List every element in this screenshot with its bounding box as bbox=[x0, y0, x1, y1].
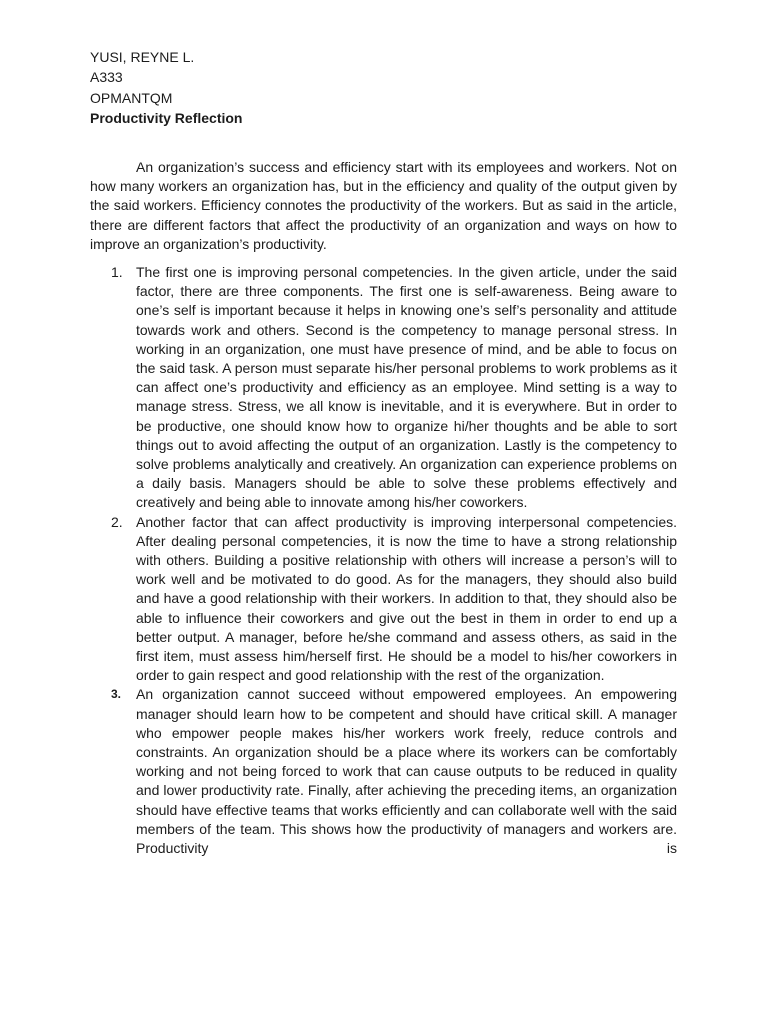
list-item bbox=[111, 263, 677, 513]
list-item-number: 3. bbox=[111, 687, 122, 702]
list-item-text: Another factor that can affect productivity is improving interpersonal competencies. After dealing personal competencies, it is now the time to have a strong relationship with others. Building a positive relationship with others will increase a person’s will to work well and be motivated to do good. As for the managers, they should also build and have a good relationship with their workers. In addition to that, they should also be able to influence their coworkers and give out the best in them in order to end up a better output. A manager, before he/she command and assess others, as said in the first item, must assess him/herself first. He should be a model to his/her coworkers in order to gain respect and good relationship with the rest of the organization. bbox=[136, 513, 677, 684]
document-header bbox=[90, 47, 680, 128]
list-item-number: 2. bbox=[111, 513, 123, 530]
list-item-text: The first one is improving personal competencies. In the given article, under the said factor, there are three components. The first one is self-awareness. Being aware to one’s self is important because it helps in knowing one’s self’s personality and attitude towards work and others. Second is the competency to manage personal stress. In working in an organization, one must have presence of mind, and be able to focus on the said task. A person must separate his/her personal problems to work problems as it can affect one’s productivity and efficiency as an employee. Mind setting is a way to manage stress. Stress, we all know is inevitable, and it is everywhere. But in order to be productive, one should know how to organize hi/her thoughts and be able to sort things out to avoid affecting the output of an organization. Lastly is the competency to solve problems analytically and creatively. An organization can experience problems on a daily basis. Managers should be able to solve these problems effectively and creatively and being able to innovate among his/her coworkers. bbox=[136, 264, 677, 511]
list-item bbox=[111, 685, 677, 858]
author-name: YUSI, REYNE L. bbox=[90, 49, 195, 65]
course-code: OPMANTQM bbox=[90, 89, 173, 106]
document-title: Productivity Reflection bbox=[90, 109, 243, 126]
list-item bbox=[111, 513, 677, 686]
factor-list bbox=[111, 263, 677, 858]
list-item-text: An organization cannot succeed without empowered employees. An empowering manager should learn how to be competent and should have critical skill. A manager who empower people makes his/her workers work freely, reduce controls and constraints. An organization should be a place where its workers can be comfortably working and not being forced to work that can cause outputs to be reduced in quality and lower productivity rate. Finally, after achieving the preceding items, an organization should have effective teams that works efficiently and can collaborate well with the said members of the team. This shows how the productivity of managers and workers are. Productivity is bbox=[136, 686, 677, 857]
list-item-number: 1. bbox=[111, 264, 123, 280]
intro-paragraph: An organization’s success and efficiency start with its employees and workers. Not on how many workers an organization has, but in the efficiency and quality of the output given by the said workers. Efficiency connotes the productivity of the workers. But as said in the article, there are different factors that affect the productivity of an organization and ways on how to improve an organization’s productivity. bbox=[90, 159, 677, 252]
section-code: A333 bbox=[90, 69, 123, 86]
